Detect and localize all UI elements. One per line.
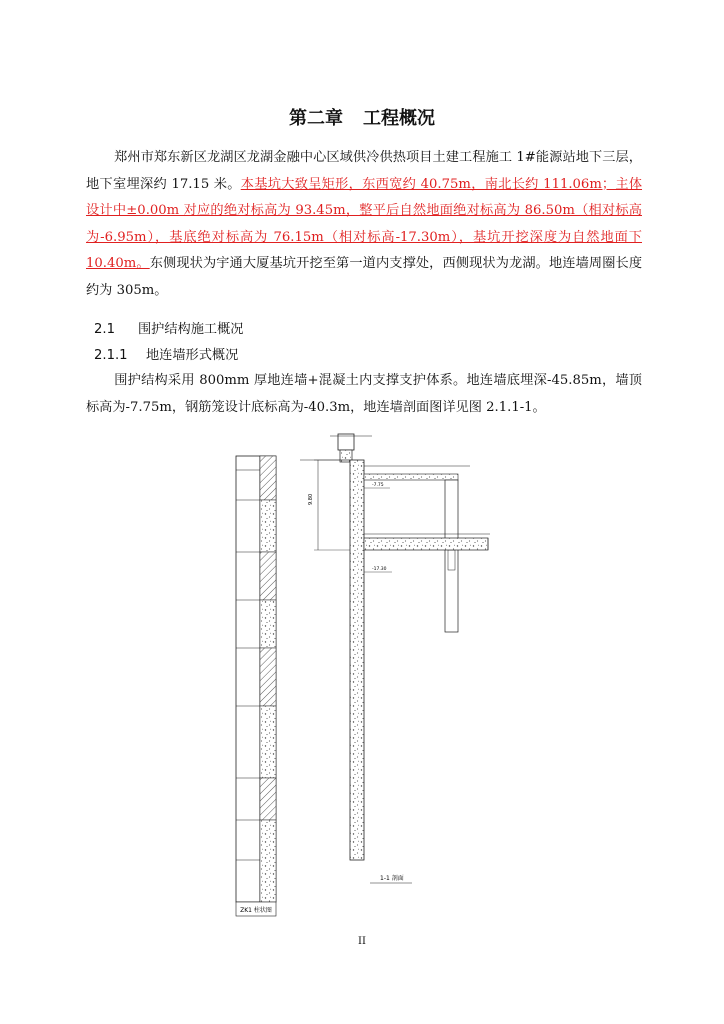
wall-section (300, 434, 490, 883)
level-mid-label: -17.30 (372, 567, 387, 572)
section-label: 1-1 剖面 (380, 875, 404, 882)
subsection-number: 2.1.1 (94, 348, 128, 363)
page-number: II (358, 936, 366, 947)
chapter-name: 工程概况 (363, 108, 435, 129)
intro-text-highlight: 本基坑大致呈矩形，东西宽约 40.75m，南北长约 111.06m；主体设计中±0.00m 对应的绝对标高为 93.45m，整平后自然地面绝对标高为 86.50m（相对标高为-6.95m），基底绝对标高为 76.15m（相对标高-17.30m），基坑开挖深度为自然地面下 10.40m。 (86, 176, 643, 271)
level-top-label: -7.75 (372, 483, 384, 488)
intro-text-2: 东侧现状为宇通大厦基坑开挖至第一道内支撑处，西侧现状为龙湖。地连墙周圈长度约为 305m。 (86, 256, 643, 298)
wall-description-text: 围护结构采用 800mm 厚地连墙+混凝土内支撑支护体系。地连墙底埋深-45.85m，墙顶标高为-7.75m，钢筋笼设计底标高为-40.3m，地连墙剖面图详见图 2.1.1-1。 (86, 373, 642, 415)
subsection-title: 地连墙形式概况 (146, 348, 239, 363)
section-title: 围护结构施工概况 (138, 322, 244, 337)
chapter-number: 第二章 (289, 108, 343, 129)
borehole-column (236, 456, 276, 916)
borehole-label: ZK1 柱状图 (240, 907, 272, 914)
intro-text-1: 郑州市郑东新区龙湖区龙湖金融中心区域供冷供热项目土建工程施工 1#能源站地下三层，地下室埋深约 17.15 米。 (86, 150, 642, 192)
dimension-label: 9.80 (308, 493, 314, 505)
section-number: 2.1 (94, 322, 115, 337)
